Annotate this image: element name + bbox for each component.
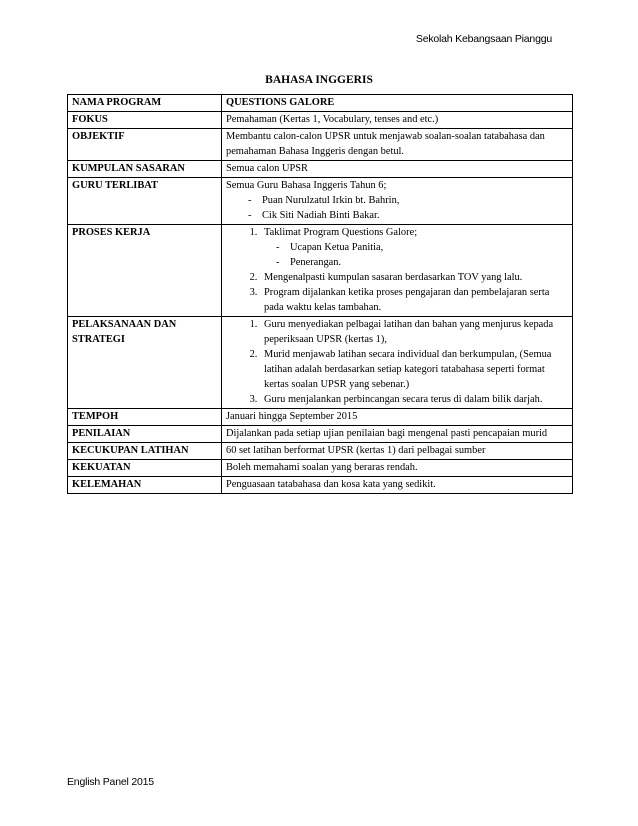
row-value: 60 set latihan berformat UPSR (kertas 1) dari pelbagai sumber [222,443,573,460]
teacher-list [226,193,568,223]
row-label: OBJEKTIF [68,129,222,161]
row-value [222,225,573,317]
list-item: - Puan Nurulzatul Irkin bt. Bahrin, [248,193,568,208]
row-label: KELEMAHAN [68,477,222,494]
table-row [68,426,573,443]
program-name: QUESTIONS GALORE [222,95,573,112]
list-item: 3. Program dijalankan ketika proses pengajaran dan pembelajaran serta pada waktu kelas tambahan. [260,285,568,315]
table-row [68,95,573,112]
list-item: - Cik Siti Nadiah Binti Bakar. [248,208,568,223]
row-label: KEKUATAN [68,460,222,477]
list-item [260,225,568,270]
row-label: PROSES KERJA [68,225,222,317]
table-row [68,460,573,477]
row-value: Januari hingga September 2015 [222,409,573,426]
list-item: 1. Guru menyediakan pelbagai latihan dan bahan yang menjurus kepada peperiksaan UPSR (kertas 1), [260,317,568,347]
table-row [68,443,573,460]
table-row [68,129,573,161]
row-label: TEMPOH [68,409,222,426]
process-steps [226,225,568,315]
program-table [67,94,573,494]
row-value [222,317,573,409]
list-item: 2. Murid menjawab latihan secara individual dan berkumpulan, (Semua latihan adalah berdasarkan setiap kategori tatabahasa seperti format kertas soalan UPSR yang sebenar.) [260,347,568,392]
row-label: NAMA PROGRAM [68,95,222,112]
list-item: 2. Mengenalpasti kumpulan sasaran berdasarkan TOV yang lalu. [260,270,568,285]
row-value: Pemahaman (Kertas 1, Vocabulary, tenses and etc.) [222,112,573,129]
row-value: Penguasaan tatabahasa dan kosa kata yang sedikit. [222,477,573,494]
row-value: Semua calon UPSR [222,161,573,178]
list-item: 3. Guru menjalankan perbincangan secara terus di dalam bilik darjah. [260,392,568,407]
teachers-intro: Semua Guru Bahasa Inggeris Tahun 6; [226,180,387,191]
row-label: KECUKUPAN LATIHAN [68,443,222,460]
table-row [68,225,573,317]
document-title: BAHASA INGGERIS [265,74,373,86]
page-header: Sekolah Kebangsaan Pianggu [415,33,552,45]
sub-list [264,240,568,270]
strategy-steps [226,317,568,407]
table-row [68,477,573,494]
table-row [68,112,573,129]
row-value [222,178,573,225]
row-value: Boleh memahami soalan yang beraras rendah. [222,460,573,477]
row-label: GURU TERLIBAT [68,178,222,225]
row-value: Dijalankan pada setiap ujian penilaian bagi mengenal pasti pencapaian murid [222,426,573,443]
list-item: - Penerangan. [276,255,568,270]
page-footer: English Panel 2015 [67,776,154,788]
table-row [68,317,573,409]
row-label: FOKUS [68,112,222,129]
table-row [68,178,573,225]
table-row [68,161,573,178]
row-value: Membantu calon-calon UPSR untuk menjawab soalan-soalan tatabahasa dan pemahaman Bahasa Inggeris dengan betul. [222,129,573,161]
list-item: - Ucapan Ketua Panitia, [276,240,568,255]
row-label: PENILAIAN [68,426,222,443]
step-text: Taklimat Program Questions Galore; [264,227,418,238]
row-label: PELAKSANAAN DAN STRATEGI [68,317,222,409]
table-row [68,409,573,426]
row-label: KUMPULAN SASARAN [68,161,222,178]
